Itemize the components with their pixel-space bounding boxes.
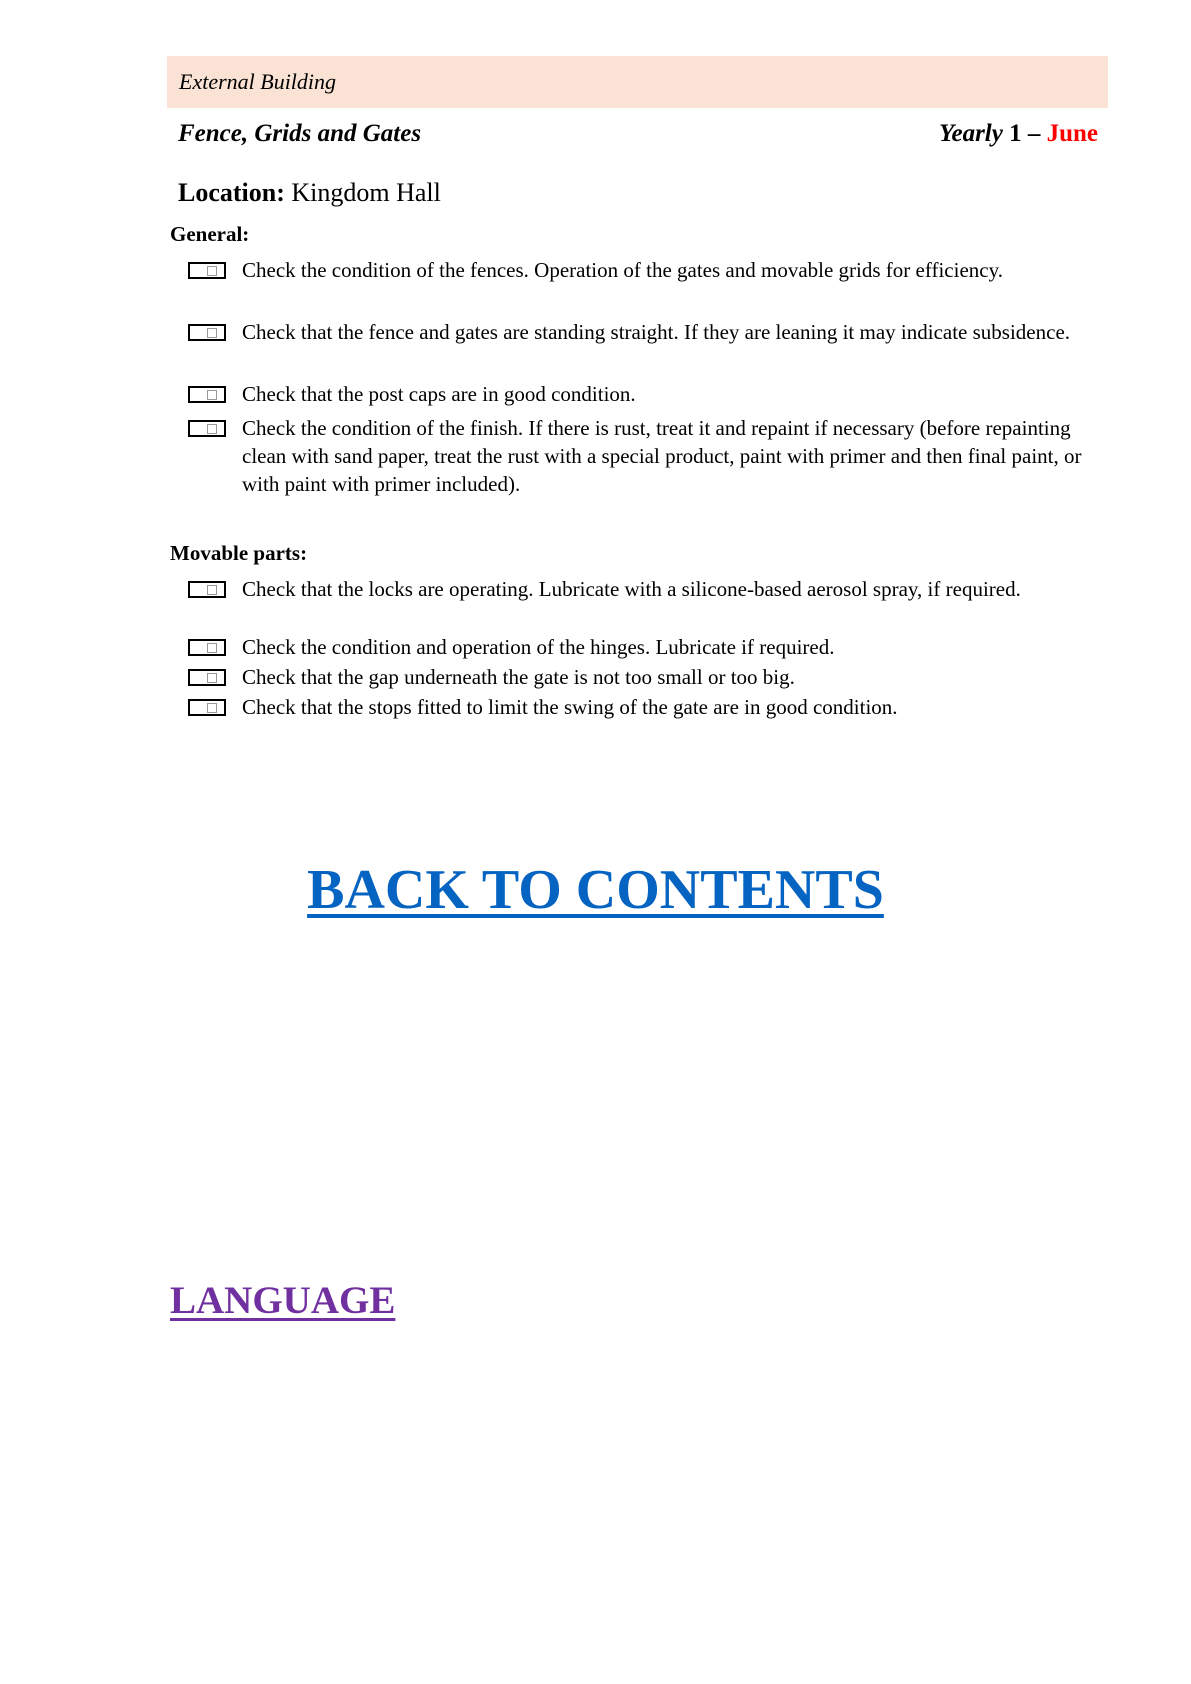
checklist-item: [188, 256, 1088, 312]
location: [178, 178, 441, 208]
checklist-movable-parts: [188, 575, 1088, 721]
checkbox-glyph-icon: [207, 643, 217, 653]
frequency-month: June: [1046, 120, 1098, 147]
back-to-contents: [0, 858, 1191, 922]
checkbox[interactable]: [188, 669, 226, 686]
checkbox[interactable]: [188, 386, 226, 403]
frequency-number: 1: [1009, 120, 1022, 147]
checklist-item: [188, 633, 1088, 661]
checklist-item: [188, 575, 1088, 631]
checkbox[interactable]: [188, 699, 226, 716]
section-heading-general: General:: [170, 222, 250, 246]
checklist-item-text: Check the condition and operation of the hinges. Lubricate if required.: [242, 635, 835, 659]
checkbox[interactable]: [188, 324, 226, 341]
checklist-item-text: Check that the stops fitted to limit the swing of the gate are in good condition.: [242, 695, 898, 719]
checklist-general: [188, 256, 1088, 498]
checklist-item: [188, 380, 1088, 408]
checklist-item-text: Check the condition of the fences. Operation of the gates and movable grids for efficiency.: [242, 258, 1003, 282]
location-value: Kingdom Hall: [291, 178, 441, 207]
checklist-item-text: Check the condition of the finish. If there is rust, treat it and repaint if necessary (before repainting clean with sand paper, treat the rust with a special product, paint with primer and then final paint, or with paint with primer included).: [242, 416, 1082, 496]
checkbox-glyph-icon: [207, 703, 217, 713]
checklist-item: [188, 414, 1088, 498]
frequency: [939, 120, 1098, 148]
frequency-dash: –: [1027, 120, 1041, 147]
page-title: Fence, Grids and Gates: [178, 120, 422, 147]
checkbox-glyph-icon: [207, 390, 217, 400]
checkbox[interactable]: [188, 581, 226, 598]
checkbox[interactable]: [188, 420, 226, 437]
checklist-item-text: Check that the locks are operating. Lubricate with a silicone-based aerosol spray, if required.: [242, 577, 1021, 601]
back-to-contents-link[interactable]: BACK TO CONTENTS: [307, 859, 884, 921]
checkbox-glyph-icon: [207, 266, 217, 276]
checkbox-glyph-icon: [207, 585, 217, 595]
checklist-item-text: Check that the post caps are in good condition.: [242, 382, 636, 406]
checkbox-glyph-icon: [207, 328, 217, 338]
title-row: [178, 120, 1098, 152]
checkbox[interactable]: [188, 639, 226, 656]
checkbox[interactable]: [188, 262, 226, 279]
checklist-item-text: Check that the gap underneath the gate is not too small or too big.: [242, 665, 795, 689]
language-link[interactable]: LANGUAGE: [170, 1279, 396, 1322]
checkbox-glyph-icon: [207, 424, 217, 434]
category-banner: [167, 56, 1108, 108]
checklist-item: [188, 663, 1088, 691]
checklist-item: [188, 693, 1088, 721]
location-label: Location:: [178, 178, 285, 207]
frequency-period: Yearly: [938, 120, 1003, 147]
section-heading-movable-parts: Movable parts:: [170, 541, 308, 565]
language: [170, 1278, 395, 1323]
checklist-item: [188, 318, 1088, 374]
checklist-item-text: Check that the fence and gates are standing straight. If they are leaning it may indicate subsidence.: [242, 320, 1071, 344]
category-label: External Building: [179, 69, 337, 94]
checkbox-glyph-icon: [207, 673, 217, 683]
